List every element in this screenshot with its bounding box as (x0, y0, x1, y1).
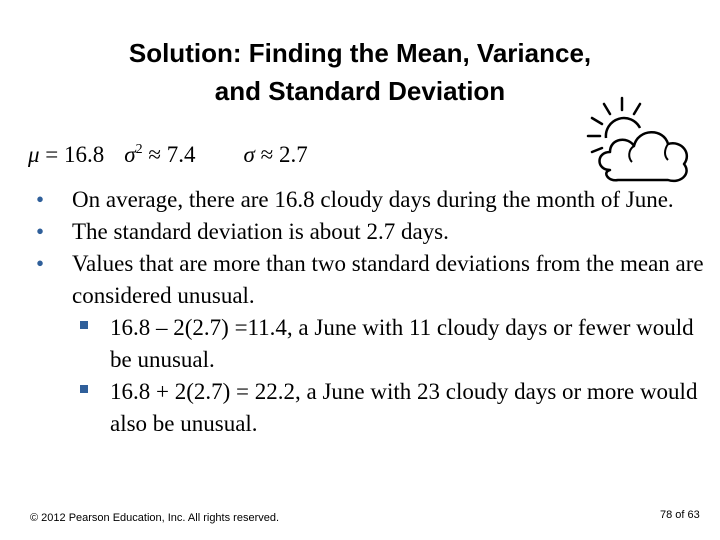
bullet-text-3: Values that are more than two standard deviations from the mean are considered unusual. (72, 251, 704, 308)
mean-value: = 16.8 (39, 142, 105, 167)
square-bullet-icon (80, 321, 88, 329)
variance-symbol: σ (124, 142, 136, 167)
bullet-item-1 (28, 184, 708, 216)
variance-value: ≈ 7.4 (142, 142, 196, 167)
bullet-item-3 (28, 248, 708, 312)
sub-bullet-text-2: 16.8 + 2(2.7) = 22.2, a June with 23 cloudy days or more would also be unusual. (110, 379, 698, 436)
page-number: 78 of 63 (660, 509, 700, 521)
copyright-footer: © 2012 Pearson Education, Inc. All rights reserved. (30, 512, 280, 524)
sub-bullet-item-1 (28, 312, 708, 376)
mean-symbol: μ (28, 142, 40, 167)
bullet-marker: • (35, 251, 45, 276)
bullet-text-2: The standard deviation is about 2.7 days. (72, 219, 449, 244)
stats-line (28, 140, 308, 170)
title-line-1: Solution: Finding the Mean, Variance, (128, 38, 592, 68)
bullet-marker: • (35, 219, 45, 244)
variance-exponent: 2 (135, 142, 143, 157)
bullet-item-2 (28, 216, 708, 248)
sd-symbol: σ (243, 142, 255, 167)
sd-value: ≈ 2.7 (254, 142, 308, 167)
square-bullet-icon (80, 385, 88, 393)
bullet-text-1: On average, there are 16.8 cloudy days during the month of June. (72, 187, 674, 212)
bullet-marker: • (35, 187, 45, 212)
sun-behind-cloud-icon (584, 92, 696, 188)
sub-bullet-item-2 (28, 376, 708, 440)
bullet-list (28, 184, 708, 440)
sub-bullet-text-1: 16.8 – 2(2.7) =11.4, a June with 11 cloudy days or fewer would be unusual. (110, 315, 694, 372)
title-line-2: and Standard Deviation (214, 76, 506, 106)
